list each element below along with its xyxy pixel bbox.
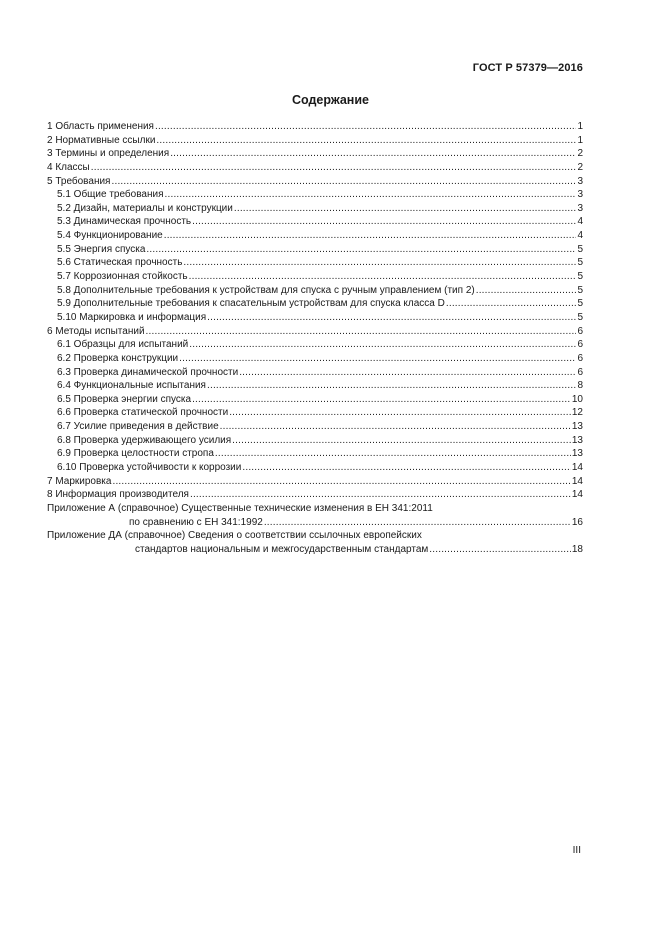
toc-entry-page: 3 (577, 202, 583, 214)
toc-entry[interactable] (47, 175, 583, 189)
toc-entry-page: 6 (577, 366, 583, 378)
toc-entry-title: 6.2 Проверка конструкции (57, 352, 179, 364)
toc-entry[interactable] (47, 202, 583, 216)
toc-entry-page: 5 (577, 257, 583, 269)
toc-entry-page: 14 (571, 475, 583, 487)
toc-entry-page: 2 (577, 161, 583, 173)
toc-appendix-da-heading (47, 529, 583, 543)
toc-entry[interactable] (47, 434, 583, 448)
toc-entry[interactable] (47, 366, 583, 380)
toc-entry-title: 5.8 Дополнительные требования к устройствам для спуска с ручным управлением (тип 2) (57, 284, 475, 296)
dot-leader (232, 434, 571, 448)
toc-appendix-a-page: 16 (571, 516, 583, 528)
toc-entry[interactable] (47, 325, 583, 339)
toc-entry[interactable] (47, 379, 583, 393)
toc-entry-page: 5 (577, 284, 583, 296)
toc-entry-page: 14 (571, 489, 583, 501)
toc-appendix-da-line2: стандартов национальным и межгосударственным стандартам (135, 543, 429, 555)
dot-leader (234, 202, 577, 216)
dot-leader (192, 215, 576, 229)
toc-entry-page: 3 (577, 175, 583, 187)
toc-entry-page: 5 (577, 298, 583, 310)
toc-entry-page: 6 (577, 325, 583, 337)
toc-entry[interactable] (47, 161, 583, 175)
toc-entry-page: 6 (577, 339, 583, 351)
toc-entry-title: 6.5 Проверка энергии спуска (57, 393, 192, 405)
dot-leader (146, 243, 576, 257)
dot-leader (183, 256, 576, 270)
toc-entry-page: 5 (577, 311, 583, 323)
dot-leader (239, 366, 576, 380)
toc-entry-page: 8 (577, 380, 583, 392)
toc-entry-title: 5.3 Динамическая прочность (57, 216, 192, 228)
toc-entry-page: 4 (577, 216, 583, 228)
toc-entry-title: 6 Методы испытаний (47, 325, 145, 337)
toc-entry-title: 6.3 Проверка динамической прочности (57, 366, 239, 378)
toc-entry[interactable] (47, 188, 583, 202)
toc-entry-title: 5 Требования (47, 175, 111, 187)
toc-entry-title: 7 Маркировка (47, 475, 112, 487)
toc-entry-title: 5.6 Статическая прочность (57, 257, 183, 269)
toc-entry-title: 5.7 Коррозионная стойкость (57, 271, 188, 283)
toc-entry[interactable] (47, 134, 583, 148)
dot-leader (146, 325, 577, 339)
dot-leader (229, 406, 571, 420)
toc-entry-title: 5.5 Энергия спуска (57, 243, 146, 255)
toc-entry[interactable] (47, 461, 583, 475)
toc-entry[interactable] (47, 120, 583, 134)
toc-entry-page: 5 (577, 243, 583, 255)
dot-leader (192, 393, 571, 407)
toc-entry-page: 13 (571, 434, 583, 446)
toc-entry-page: 2 (577, 148, 583, 160)
toc-entry[interactable] (47, 215, 583, 229)
toc-entry-page: 14 (571, 462, 583, 474)
toc-entry-title: 6.1 Образцы для испытаний (57, 339, 189, 351)
toc-entry-title: 6.7 Усилие приведения в действие (57, 421, 219, 433)
dot-leader (189, 338, 576, 352)
toc-entry-page: 6 (577, 352, 583, 364)
dot-leader (179, 352, 576, 366)
toc-appendix-a-heading (47, 502, 583, 516)
toc-entry[interactable] (47, 229, 583, 243)
toc-appendix-a-line1: Приложение А (справочное) Существенные технические изменения в ЕН 341:2011 (47, 502, 433, 514)
toc-entry-title: 6.8 Проверка удерживающего усилия (57, 434, 232, 446)
toc-entry-title: 5.10 Маркировка и информация (57, 311, 207, 323)
dot-leader (165, 188, 577, 202)
dot-leader (207, 311, 576, 325)
dot-leader (190, 488, 571, 502)
dot-leader (220, 420, 571, 434)
toc-entry-title: 5.4 Функционирование (57, 230, 163, 242)
page-title: Содержание (291, 93, 369, 107)
toc-entry[interactable] (47, 447, 583, 461)
toc-entry[interactable] (47, 475, 583, 489)
toc-entry[interactable] (47, 338, 583, 352)
toc-entry-page: 12 (571, 407, 583, 419)
toc-entry-page: 1 (577, 121, 583, 132)
dot-leader (207, 379, 576, 393)
toc-entry[interactable] (47, 352, 583, 366)
toc-entry-title: 2 Нормативные ссылки (47, 134, 156, 146)
document-code: ГОСТ Р 57379—2016 (472, 62, 583, 74)
dot-leader (429, 543, 571, 557)
dot-leader (164, 229, 577, 243)
toc-entry-page: 13 (571, 448, 583, 460)
dot-leader (215, 447, 571, 461)
toc-entry[interactable] (47, 420, 583, 434)
toc-appendix-da-line1: Приложение ДА (справочное) Сведения о соответствии ссылочных европейских (47, 530, 422, 542)
toc-entry-page: 1 (577, 134, 583, 146)
page-number: III (572, 845, 581, 856)
toc-entry-title: 3 Термины и определения (47, 148, 170, 160)
toc-entry-page: 10 (571, 393, 583, 405)
toc-appendix-a-entry[interactable] (47, 516, 583, 530)
dot-leader (156, 134, 576, 148)
toc-entry-page: 5 (577, 271, 583, 283)
toc-entry-title: 6.9 Проверка целостности стропа (57, 448, 214, 460)
toc-entry-title: 6.10 Проверка устойчивости к коррозии (57, 462, 242, 474)
toc-entry[interactable] (47, 393, 583, 407)
toc-entry[interactable] (47, 311, 583, 325)
toc-entry[interactable] (47, 147, 583, 161)
dot-leader (112, 475, 570, 489)
toc-entry-title: 5.2 Дизайн, материалы и конструкции (57, 202, 233, 214)
dot-leader (189, 270, 577, 284)
dot-leader (264, 516, 571, 530)
dot-leader (91, 161, 577, 175)
toc-entries (47, 120, 583, 502)
table-of-contents (47, 120, 583, 557)
dot-leader (446, 297, 577, 311)
toc-entry-title: 1 Область применения (47, 121, 154, 132)
toc-entry[interactable] (47, 243, 583, 257)
dot-leader (476, 284, 577, 298)
toc-entry-title: 5.1 Общие требования (57, 189, 164, 201)
toc-appendix-da-entry[interactable] (47, 543, 583, 557)
toc-entry[interactable] (47, 256, 583, 270)
toc-appendix-a-line2: по сравнению с ЕН 341:1992 (129, 516, 263, 528)
toc-entry-page: 13 (571, 421, 583, 433)
dot-leader (242, 461, 571, 475)
toc-entry[interactable] (47, 297, 583, 311)
dot-leader (155, 120, 576, 134)
toc-entry[interactable] (47, 488, 583, 502)
toc-entry-title: 4 Классы (47, 161, 90, 173)
toc-entry-title: 5.9 Дополнительные требования к спасательным устройствам для спуска класса D (57, 298, 445, 310)
toc-appendix-da-page: 18 (571, 543, 583, 555)
dot-leader (111, 175, 576, 189)
toc-entry[interactable] (47, 270, 583, 284)
toc-entry-title: 6.6 Проверка статической прочности (57, 407, 229, 419)
toc-entry-page: 3 (577, 189, 583, 201)
toc-entry[interactable] (47, 406, 583, 420)
dot-leader (170, 147, 576, 161)
toc-entry-title: 6.4 Функциональные испытания (57, 380, 206, 392)
toc-entry[interactable] (47, 284, 583, 298)
toc-entry-title: 8 Информация производителя (47, 489, 189, 501)
toc-entry-page: 4 (577, 230, 583, 242)
